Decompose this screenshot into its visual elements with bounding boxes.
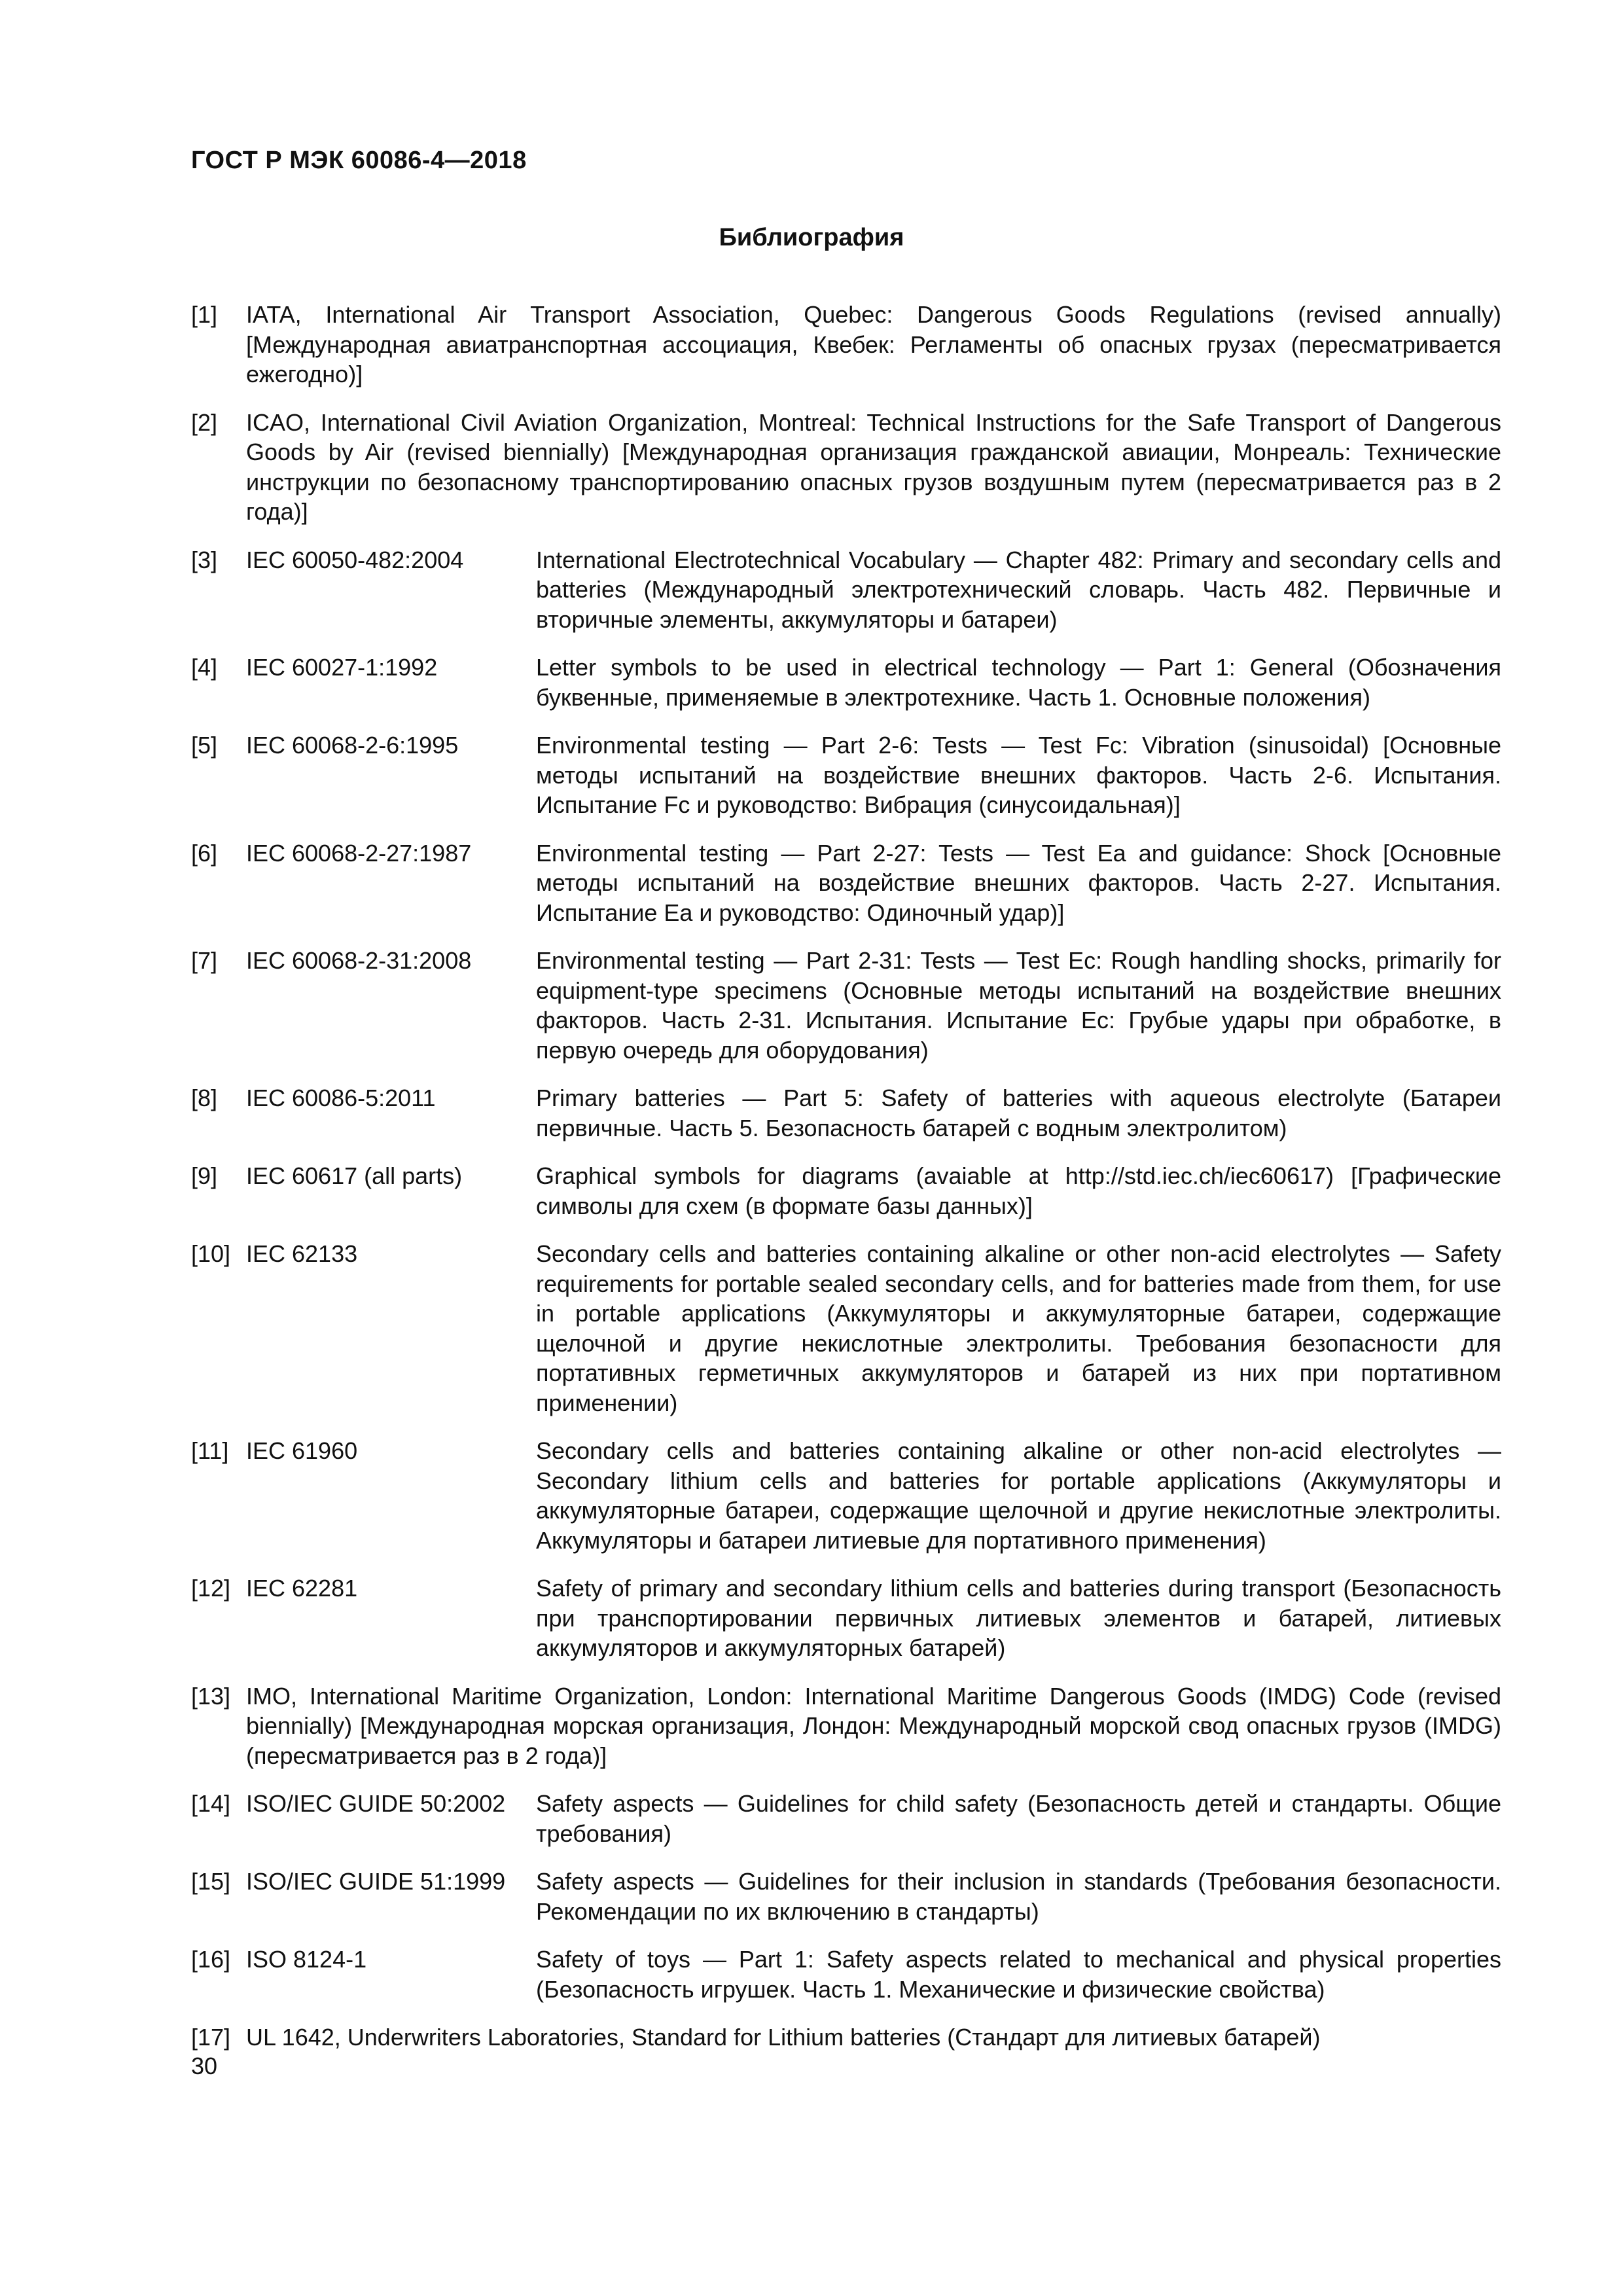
entry-code: IEC 62281 <box>246 1575 358 1602</box>
bib-entry-17 <box>191 2022 1501 2053</box>
bib-entry-2 <box>191 408 1501 527</box>
entry-text: Safety of toys — Part 1: Safety aspects related to mechanical and physical properties (Безопасность игрушек. Часть 1. Механические и физические свойства) <box>536 1946 1501 2003</box>
entry-code: ISO/IEC GUIDE 50:2002 <box>246 1790 506 1817</box>
entry-code: IEC 60068-2-6:1995 <box>246 732 459 759</box>
entry-text: Secondary cells and batteries containing alkaline or other non-acid electrolytes — Secondary lithium cells and batteries for portable applications (Аккумуляторы и аккумуляторные батареи, содержащие щелочной и другие некислотные электролиты. Аккумуляторы и батареи литиевые для портативного применения) <box>536 1437 1501 1554</box>
entry-number: [1] <box>191 301 218 328</box>
entry-number: [6] <box>191 839 218 867</box>
bib-entry-7 <box>191 946 1501 1065</box>
entry-text: International Electrotechnical Vocabulary — Chapter 482: Primary and secondary cells and batteries (Международный электротехнический словарь. Часть 482. Первичные и вторичные элементы, аккумуляторы и батареи) <box>536 546 1501 633</box>
bibliography-title: Библиография <box>719 224 904 251</box>
entry-text: Letter symbols to be used in electrical technology — Part 1: General (Обозначения буквенные, применяемые в электротехнике. Часть 1. Основные положения) <box>536 654 1501 711</box>
entry-code: ISO 8124-1 <box>246 1946 367 1973</box>
entry-text: Primary batteries — Part 5: Safety of batteries with aqueous electrolyte (Батареи первичные. Часть 5. Безопасность батарей с водным электролитом) <box>536 1085 1501 1141</box>
entry-code: IEC 60617 (all parts) <box>246 1162 463 1189</box>
entry-number: [13] <box>191 1682 231 1710</box>
entry-text: Environmental testing — Part 2-6: Tests — Test Fc: Vibration (sinusoidal) [Основные методы испытаний на воздействие внешних факторов. Часть 2-6. Испытания. Испытание Fc и руководство: Вибрация (синусоидальная)] <box>536 732 1501 818</box>
bib-entry-5 <box>191 730 1501 820</box>
entry-code: IEC 60068-2-31:2008 <box>246 947 472 974</box>
page-number: 30 <box>191 2053 218 2079</box>
entry-number: [4] <box>191 654 218 681</box>
bib-entry-8 <box>191 1083 1501 1143</box>
entry-number: [10] <box>191 1240 231 1267</box>
bib-entry-10 <box>191 1239 1501 1418</box>
entry-number: [11] <box>191 1437 229 1464</box>
bib-entry-9 <box>191 1161 1501 1221</box>
bibliography-list <box>191 300 1501 2071</box>
entry-number: [7] <box>191 947 218 974</box>
entry-number: [16] <box>191 1946 231 1973</box>
entry-text: ICAO, International Civil Aviation Organization, Montreal: Technical Instructions for the Safe Transport of Dangerous Goods by Air (revised biennially) [Международная организация гражданской авиации, Монреаль: Технические инструкции по безопасному транспортированию опасных грузов воздушным путем (пересматривается раз в 2 года)] <box>246 408 1501 525</box>
bib-entry-3 <box>191 545 1501 635</box>
entry-text: Graphical symbols for diagrams (avaiable at http://std.iec.ch/iec60617) [Графические символы для схем (в формате базы данных)] <box>536 1162 1501 1219</box>
entry-number: [9] <box>191 1162 218 1189</box>
entry-code: IEC 60027-1:1992 <box>246 654 438 681</box>
entry-number: [14] <box>191 1790 231 1817</box>
entry-number: [3] <box>191 546 218 573</box>
entry-number: [17] <box>191 2024 231 2051</box>
entry-text: IATA, International Air Transport Association, Quebec: Dangerous Goods Regulations (revised annually) [Международная авиатранспортная ассоциация, Квебек: Регламенты об опасных грузах (пересматривается ежегодно)] <box>246 301 1501 387</box>
entry-code: IEC 61960 <box>246 1437 358 1464</box>
bib-entry-13 <box>191 1681 1501 1771</box>
entry-text: Environmental testing — Part 2-27: Tests — Test Ea and guidance: Shock [Основные методы испытаний на воздействие внешних факторов. Часть 2-27. Испытания. Испытание Ea и руководство: Одиночный удар)] <box>536 839 1501 926</box>
entry-code: ISO/IEC GUIDE 51:1999 <box>246 1868 506 1895</box>
entry-text: Safety aspects — Guidelines for child safety (Безопасность детей и стандарты. Общие требования) <box>536 1790 1501 1847</box>
entry-text: UL 1642, Underwriters Laboratories, Standard for Lithium batteries (Стандарт для литиевых батарей) <box>246 2024 1321 2051</box>
bib-entry-11 <box>191 1436 1501 1555</box>
entry-code: IEC 60050-482:2004 <box>246 546 464 573</box>
bib-entry-6 <box>191 838 1501 928</box>
entry-text: Safety aspects — Guidelines for their inclusion in standards (Требования безопасности. Рекомендации по их включению в стандарты) <box>536 1868 1501 1925</box>
entry-number: [2] <box>191 408 218 436</box>
entry-number: [5] <box>191 732 218 759</box>
entry-text: Secondary cells and batteries containing alkaline or other non-acid electrolytes — Safety requirements for portable sealed secondary cells, and for batteries made from them, for use in portable applications (Аккумуляторы и аккумуляторные батареи, содержащие щелочной и другие некислотные электролиты. Требования безопасности для портативных герметичных аккумуляторов и батарей из них при портативном применении) <box>536 1240 1501 1416</box>
bib-entry-14 <box>191 1789 1501 1848</box>
entry-code: IEC 62133 <box>246 1240 358 1267</box>
entry-text: IMO, International Maritime Organization, London: International Maritime Dangerous Goods (IMDG) Code (revised biennially) [Международная морская организация, Лондон: Международный морской свод опасных грузов (IMDG) (пересматривается раз в 2 года)] <box>246 1682 1501 1769</box>
bib-entry-15 <box>191 1867 1501 1926</box>
entry-text: Environmental testing — Part 2-31: Tests — Test Ec: Rough handling shocks, primarily for equipment-type specimens (Основные методы испытаний на воздействие внешних факторов. Часть 2-31. Испытания. Испытание Ec: Грубые удары при обработке, в первую очередь для оборудования) <box>536 947 1501 1064</box>
entry-code: IEC 60068-2-27:1987 <box>246 839 472 867</box>
entry-code: IEC 60086-5:2011 <box>246 1085 436 1111</box>
bib-entry-16 <box>191 1945 1501 2004</box>
entry-text: Safety of primary and secondary lithium cells and batteries during transport (Безопасность при транспортировании первичных литиевых элементов и батарей, литиевых аккумуляторов и аккумуляторных батарей) <box>536 1575 1501 1661</box>
entry-number: [12] <box>191 1575 231 1602</box>
bib-entry-1 <box>191 300 1501 389</box>
bib-entry-4 <box>191 653 1501 712</box>
entry-number: [15] <box>191 1868 231 1895</box>
bib-entry-12 <box>191 1573 1501 1663</box>
standard-id-header: ГОСТ Р МЭК 60086-4—2018 <box>191 147 527 174</box>
entry-number: [8] <box>191 1085 218 1111</box>
